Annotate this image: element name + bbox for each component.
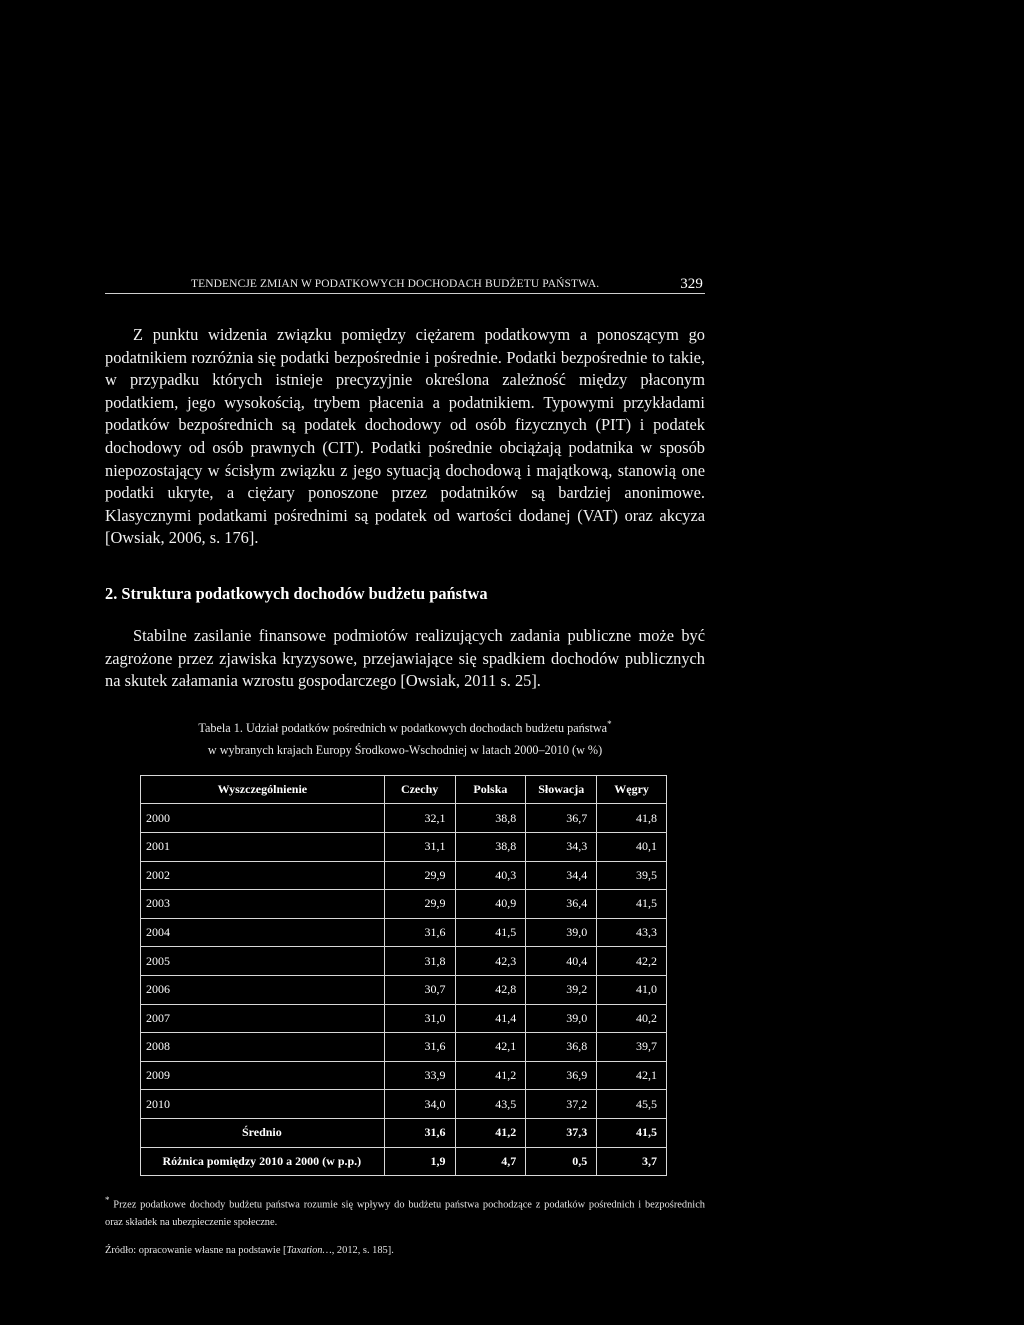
table-row bbox=[141, 1061, 667, 1090]
body-paragraph-2: Stabilne zasilanie finansowe podmiotów realizujących zadania publiczne może być zagrożone przez zjawiska kryzysowe, przejawiające się spadkiem dochodów publicznych na skutek załamania wzrostu gospodarczego [Owsiak, 2011 s. 25]. bbox=[105, 625, 705, 691]
value-cell: 31,6 bbox=[384, 1033, 455, 1062]
data-table bbox=[140, 775, 667, 1176]
row-label-cell: 2005 bbox=[141, 947, 385, 976]
document-page bbox=[105, 270, 705, 1256]
header-cell: Wyszczególnienie bbox=[141, 775, 385, 804]
value-cell: 3,7 bbox=[597, 1147, 667, 1176]
table-footnote bbox=[105, 1192, 705, 1230]
table-row bbox=[141, 975, 667, 1004]
table-row bbox=[141, 804, 667, 833]
value-cell: 29,9 bbox=[384, 890, 455, 919]
source-italic: Taxation… bbox=[286, 1244, 332, 1256]
running-header-title: TENDENCJE ZMIAN W PODATKOWYCH DOCHODACH BUDŻETU PAŃSTWA. bbox=[191, 278, 600, 290]
table-row bbox=[141, 1004, 667, 1033]
row-label-cell: 2006 bbox=[141, 975, 385, 1004]
row-label-cell: Średnio bbox=[141, 1118, 385, 1147]
value-cell: 41,5 bbox=[597, 1118, 667, 1147]
table-source bbox=[105, 1245, 705, 1256]
table-row bbox=[141, 832, 667, 861]
table-row bbox=[141, 1033, 667, 1062]
value-cell: 40,9 bbox=[455, 890, 526, 919]
value-cell: 34,4 bbox=[526, 861, 597, 890]
value-cell: 34,0 bbox=[384, 1090, 455, 1119]
value-cell: 38,8 bbox=[455, 804, 526, 833]
row-label-cell: 2008 bbox=[141, 1033, 385, 1062]
value-cell: 0,5 bbox=[526, 1147, 597, 1176]
row-label-cell: 2010 bbox=[141, 1090, 385, 1119]
value-cell: 43,5 bbox=[455, 1090, 526, 1119]
table-caption-mark: * bbox=[607, 718, 612, 729]
source-suffix: , 2012, s. 185]. bbox=[331, 1244, 394, 1256]
table-caption bbox=[105, 713, 705, 761]
value-cell: 34,3 bbox=[526, 832, 597, 861]
value-cell: 41,4 bbox=[455, 1004, 526, 1033]
value-cell: 41,2 bbox=[455, 1061, 526, 1090]
row-label-cell: 2001 bbox=[141, 832, 385, 861]
value-cell: 40,2 bbox=[597, 1004, 667, 1033]
footnote-mark: * bbox=[105, 1195, 110, 1206]
value-cell: 41,5 bbox=[597, 890, 667, 919]
value-cell: 39,0 bbox=[526, 1004, 597, 1033]
row-label-cell: 2004 bbox=[141, 918, 385, 947]
value-cell: 39,0 bbox=[526, 918, 597, 947]
value-cell: 29,9 bbox=[384, 861, 455, 890]
row-label-cell: 2002 bbox=[141, 861, 385, 890]
value-cell: 41,8 bbox=[597, 804, 667, 833]
value-cell: 37,2 bbox=[526, 1090, 597, 1119]
value-cell: 4,7 bbox=[455, 1147, 526, 1176]
value-cell: 32,1 bbox=[384, 804, 455, 833]
value-cell: 30,7 bbox=[384, 975, 455, 1004]
table-row bbox=[141, 1090, 667, 1119]
value-cell: 31,0 bbox=[384, 1004, 455, 1033]
footnote-text: Przez podatkowe dochody budżetu państwa rozumie się wpływy do budżetu państwa pochodzące z podatków pośrednich i bezpośrednich oraz składek na ubezpieczenie społeczne. bbox=[105, 1199, 705, 1228]
value-cell: 36,4 bbox=[526, 890, 597, 919]
value-cell: 41,0 bbox=[597, 975, 667, 1004]
table-row bbox=[141, 861, 667, 890]
table-row bbox=[141, 918, 667, 947]
header-cell: Węgry bbox=[597, 775, 667, 804]
section-heading: 2. Struktura podatkowych dochodów budżetu państwa bbox=[105, 583, 488, 603]
value-cell: 41,2 bbox=[455, 1118, 526, 1147]
value-cell: 39,7 bbox=[597, 1033, 667, 1062]
table-caption-line-1 bbox=[105, 713, 705, 739]
value-cell: 39,2 bbox=[526, 975, 597, 1004]
value-cell: 31,1 bbox=[384, 832, 455, 861]
table-summary-row bbox=[141, 1147, 667, 1176]
table-summary-row bbox=[141, 1118, 667, 1147]
value-cell: 40,1 bbox=[597, 832, 667, 861]
value-cell: 36,8 bbox=[526, 1033, 597, 1062]
value-cell: 40,3 bbox=[455, 861, 526, 890]
value-cell: 42,2 bbox=[597, 947, 667, 976]
value-cell: 37,3 bbox=[526, 1118, 597, 1147]
value-cell: 36,9 bbox=[526, 1061, 597, 1090]
body-paragraph-1: Z punktu widzenia związku pomiędzy ciężarem podatkowym a ponoszącym go podatnikiem rozróżnia się podatki bezpośrednie i pośrednie. Podatki bezpośrednie to takie, w przypadku których istnieje precyzyjnie określona zależność między płaconym podatkiem, jego wysokością, trybem płacenia a podatnikiem. Typowymi przykładami podatków bezpośrednich są podatek dochodowy od osób fizycznych (PIT) i podatek dochodowy od osób prawnych (CIT). Podatki pośrednie obciążają podatnika w sposób niepozostający w ścisłym związku z jego sytuacją dochodową i majątkową, stanowią one podatki ukryte, a ciężary ponoszone przez podatników są bardziej anonimowe. Klasycznymi podatkami pośrednimi są podatek od wartości dodanej (VAT) oraz akcyza [Owsiak, 2006, s. 176]. bbox=[105, 325, 705, 548]
table-caption-line-2: w wybranych krajach Europy Środkowo-Wschodniej w latach 2000–2010 (w %) bbox=[207, 742, 603, 757]
value-cell: 42,1 bbox=[455, 1033, 526, 1062]
value-cell: 40,4 bbox=[526, 947, 597, 976]
value-cell: 42,3 bbox=[455, 947, 526, 976]
value-cell: 39,5 bbox=[597, 861, 667, 890]
row-label-cell: 2007 bbox=[141, 1004, 385, 1033]
value-cell: 42,1 bbox=[597, 1061, 667, 1090]
row-label-cell: Różnica pomiędzy 2010 a 2000 (w p.p.) bbox=[141, 1147, 385, 1176]
running-header bbox=[105, 270, 705, 294]
value-cell: 45,5 bbox=[597, 1090, 667, 1119]
value-cell: 36,7 bbox=[526, 804, 597, 833]
table-caption-title: Tabela 1. Udział podatków pośrednich w podatkowych dochodach budżetu państwa bbox=[198, 720, 608, 735]
row-label-cell: 2009 bbox=[141, 1061, 385, 1090]
value-cell: 1,9 bbox=[384, 1147, 455, 1176]
value-cell: 38,8 bbox=[455, 832, 526, 861]
value-cell: 43,3 bbox=[597, 918, 667, 947]
header-cell: Polska bbox=[455, 775, 526, 804]
value-cell: 33,9 bbox=[384, 1061, 455, 1090]
source-prefix: Źródło: opracowanie własne na podstawie [ bbox=[105, 1244, 287, 1256]
value-cell: 42,8 bbox=[455, 975, 526, 1004]
value-cell: 41,5 bbox=[455, 918, 526, 947]
table-row bbox=[141, 890, 667, 919]
table-row bbox=[141, 947, 667, 976]
row-label-cell: 2003 bbox=[141, 890, 385, 919]
row-label-cell: 2000 bbox=[141, 804, 385, 833]
value-cell: 31,8 bbox=[384, 947, 455, 976]
table-header-row bbox=[141, 775, 667, 804]
page-number: 329 bbox=[680, 276, 703, 292]
header-cell: Słowacja bbox=[526, 775, 597, 804]
header-cell: Czechy bbox=[384, 775, 455, 804]
value-cell: 31,6 bbox=[384, 918, 455, 947]
value-cell: 31,6 bbox=[384, 1118, 455, 1147]
table-body bbox=[141, 804, 667, 1176]
